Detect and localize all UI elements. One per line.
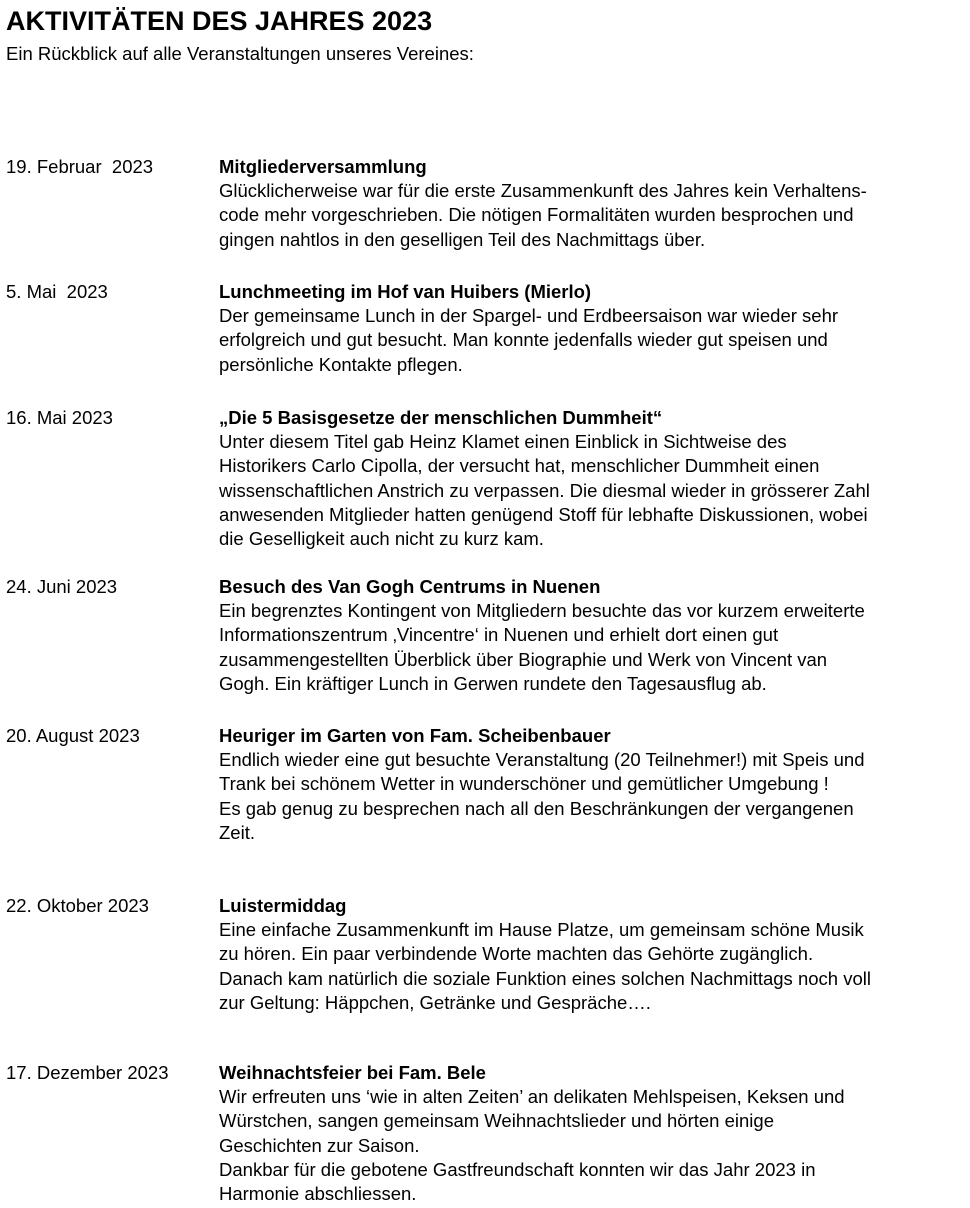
event-date: 19. Februar 2023 bbox=[6, 156, 154, 177]
event-description-line: anwesenden Mitglieder hatten genügend Stoff für lebhafte Diskussionen, wobei bbox=[219, 503, 868, 525]
event-description-line: Harmonie abschliessen. bbox=[219, 1183, 417, 1205]
event-description-line: wissenschaftlichen Anstrich zu verpassen. Die diesmal wieder in grösserer Zahl bbox=[219, 479, 870, 501]
event-description-line: Es gab genug zu besprechen nach all den Beschränkungen der vergangenen bbox=[219, 797, 854, 819]
event-description-line: zusammengestellten Überblick über Biographie und Werk von Vincent van bbox=[219, 648, 828, 670]
event-date: 17. Dezember 2023 bbox=[6, 1062, 169, 1083]
event-description-line: Der gemeinsame Lunch in der Spargel- und Erdbeersaison war wieder sehr bbox=[219, 305, 839, 327]
event-description-line: Wir erfreuten uns ‘wie in alten Zeiten’ an delikaten Mehlspeisen, Keksen und bbox=[219, 1086, 845, 1108]
event-description-line: Historikers Carlo Cipolla, der versucht hat, menschlicher Dummheit einen bbox=[219, 455, 820, 477]
event-description-line: Ein begrenztes Kontingent von Mitgliedern besuchte das vor kurzem erweiterte bbox=[219, 600, 865, 622]
event-body bbox=[219, 894, 964, 1015]
page-subtitle: Ein Rückblick auf alle Veranstaltungen unseres Vereines: bbox=[6, 43, 474, 64]
event-title: Besuch des Van Gogh Centrums in Nuenen bbox=[219, 576, 601, 597]
event-body bbox=[219, 724, 964, 845]
event-date: 5. Mai 2023 bbox=[6, 281, 108, 302]
event-title: Mitgliederversammlung bbox=[219, 156, 427, 177]
event-date: 20. August 2023 bbox=[6, 725, 140, 746]
event-description-line: persönliche Kontakte pflegen. bbox=[219, 353, 463, 375]
event-title: Weihnachtsfeier bei Fam. Bele bbox=[219, 1062, 486, 1083]
event-title: Luistermiddag bbox=[219, 895, 347, 916]
event-body bbox=[219, 575, 964, 696]
event-date: 22. Oktober 2023 bbox=[6, 895, 149, 916]
event-description-line: Würstchen, sangen gemeinsam Weihnachtslieder und hörten einige bbox=[219, 1110, 774, 1132]
event-title: Lunchmeeting im Hof van Huibers (Mierlo) bbox=[219, 281, 592, 302]
event-body bbox=[219, 155, 964, 252]
event-description-line: erfolgreich und gut besucht. Man konnte jedenfalls wieder gut speisen und bbox=[219, 329, 828, 351]
event-description-line: zu hören. Ein paar verbindende Worte machten das Gehörte zugänglich. bbox=[219, 943, 814, 965]
event-body bbox=[219, 1061, 964, 1206]
event-description-line: Trank bei schönem Wetter in wunderschöner und gemütlicher Umgebung ! bbox=[219, 773, 829, 795]
event-description-line: Danach kam natürlich die soziale Funktion eines solchen Nachmittags noch voll bbox=[219, 967, 871, 989]
page-title: AKTIVITÄTEN DES JAHRES 2023 bbox=[6, 6, 433, 36]
event-description-line: die Geselligkeit auch nicht zu kurz kam. bbox=[219, 528, 544, 550]
event-description-line: Geschichten zur Saison. bbox=[219, 1134, 420, 1156]
event-date: 24. Juni 2023 bbox=[6, 576, 118, 597]
event-description-line: Endlich wieder eine gut besuchte Veranstaltung (20 Teilnehmer!) mit Speis und bbox=[219, 749, 865, 771]
event-description-line: Unter diesem Titel gab Heinz Klamet einen Einblick in Sichtweise des bbox=[219, 431, 787, 453]
event-description-line: Informationszentrum ‚Vincentre‘ in Nuenen und erhielt dort einen gut bbox=[219, 624, 779, 646]
event-description-line: zur Geltung: Häppchen, Getränke und Gespräche…. bbox=[219, 991, 651, 1013]
event-description-line: gingen nahtlos in den geselligen Teil des Nachmittags über. bbox=[219, 228, 706, 250]
event-description-line: Glücklicherweise war für die erste Zusammenkunft des Jahres kein Verhaltens- bbox=[219, 180, 867, 202]
event-body bbox=[219, 406, 964, 551]
event-body bbox=[219, 280, 964, 377]
event-description-line: Eine einfache Zusammenkunft im Hause Platze, um gemeinsam schöne Musik bbox=[219, 919, 864, 941]
event-title: Heuriger im Garten von Fam. Scheibenbauer bbox=[219, 725, 611, 746]
event-description-line: Dankbar für die gebotene Gastfreundschaft konnten wir das Jahr 2023 in bbox=[219, 1158, 816, 1180]
event-date: 16. Mai 2023 bbox=[6, 407, 113, 428]
event-description-line: Zeit. bbox=[219, 821, 255, 843]
event-title: „Die 5 Basisgesetze der menschlichen Dummheit“ bbox=[219, 407, 663, 428]
event-description-line: code mehr vorgeschrieben. Die nötigen Formalitäten wurden besprochen und bbox=[219, 204, 854, 226]
event-description-line: Gogh. Ein kräftiger Lunch in Gerwen rundete den Tagesausflug ab. bbox=[219, 672, 767, 694]
